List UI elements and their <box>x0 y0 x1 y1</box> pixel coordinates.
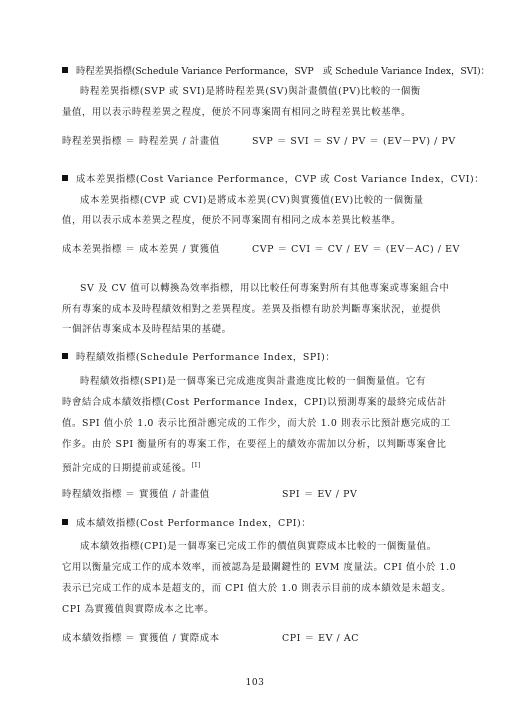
paragraph-line: 成本差異指標(CVP 或 CVI)是將成本差異(CV)與實獲值(EV)比較的一個衡量 <box>80 195 424 206</box>
bullet-square-icon <box>62 175 68 181</box>
bullet-square-icon <box>62 519 68 525</box>
formula-right: CVP ＝ CVI ＝ CV / EV ＝ (EV－AC) / EV <box>252 244 460 255</box>
formula-right: SVP ＝ SVI ＝ SV / PV ＝ (EV－PV) / PV <box>252 136 456 147</box>
heading-text: 成本差異指標(Cost Variance Performance，CVP 或 Cost Variance Index，CVI)： <box>76 174 485 185</box>
footnote-ref[interactable]: [1] <box>191 462 201 469</box>
paragraph-line: 時會結合成本績效指標(Cost Performance Index，CPI)以預測專案的最終完成估計 <box>62 397 447 408</box>
formula-right: CPI ＝ EV / AC <box>282 633 359 644</box>
formula-right: SPI ＝ EV / PV <box>282 489 358 500</box>
heading-text: 成本績效指標(Cost Performance Index，CPI)： <box>76 518 312 529</box>
section-heading-sv <box>62 66 490 78</box>
bullet-square-icon <box>62 67 68 73</box>
heading-text: 時程差異指標(Schedule Variance Performance，SVP 或 Schedule Variance Index，SVI)： <box>76 66 490 77</box>
paragraph-line: 時程績效指標(SPI)是一個專案已完成進度與計畫進度比較的一個衡量值。它有 <box>80 376 426 387</box>
paragraph-line: 一個評估專案成本及時程結果的基礎。 <box>62 324 232 335</box>
formula-left: 時程績效指標 ＝ 實獲值 / 計畫值 <box>62 489 210 500</box>
formula-left: 成本績效指標 ＝ 實獲值 / 實際成本 <box>62 633 220 644</box>
formula-left: 時程差異指標 ＝ 時程差異 / 計畫值 <box>62 136 220 147</box>
paragraph-line: 作多。由於 SPI 衡量所有的專案工作，在要徑上的績效亦需加以分析，以判斷專案會比 <box>62 439 447 450</box>
section-heading-cpi <box>62 518 311 530</box>
paragraph-line: 值。SPI 值小於 1.0 表示比預計應完成的工作少，而大於 1.0 則表示比預計應完成的工 <box>62 418 451 429</box>
heading-text: 時程績效指標(Schedule Performance Index，SPI)： <box>76 352 336 363</box>
paragraph-line: 成本績效指標(CPI)是一個專案已完成工作的價值與實際成本比較的一個衡量值。 <box>80 541 437 552</box>
formula-spi <box>62 489 358 501</box>
paragraph-line: 表示已完成工作的成本是超支的，而 CPI 值大於 1.0 則表示目前的成本績效是未超支。 <box>62 583 452 594</box>
page-number: 103 <box>245 678 265 688</box>
paragraph-line: 時程差異指標(SVP 或 SVI)是將時程差異(SV)與計畫價值(PV)比較的一個衡 <box>80 86 421 97</box>
section-heading-cv <box>62 174 484 186</box>
bullet-square-icon <box>62 353 68 359</box>
paragraph-line: 它用以衡量完成工作的成本效率，而被認為是最關鍵性的 EVM 度量法。CPI 值小於 1.0 <box>62 562 457 573</box>
formula-cv <box>62 244 460 256</box>
formula-left: 成本差異指標 ＝ 成本差異 / 實獲值 <box>62 244 220 255</box>
paragraph-line: 值，用以表示成本差異之程度，便於不同專案間有相同之成本差異比較基準。 <box>62 215 402 226</box>
paragraph-line: 所有專案的成本及時程績效相對之差異程度。差異及指標有助於判斷專案狀況，並提供 <box>62 304 442 315</box>
formula-sv <box>62 136 456 148</box>
paragraph-line: 量值，用以表示時程差異之程度，便於不同專案間有相同之時程差異比較基準。 <box>62 107 412 118</box>
paragraph-line: CPI 為實獲值與實際成本之比率。 <box>62 604 215 615</box>
paragraph-line: SV 及 CV 值可以轉換為效率指標，用以比較任何專案對所有其他專案或專案組合中 <box>80 283 450 294</box>
paragraph-text: 預計完成的日期提前或延後。 <box>62 463 192 474</box>
section-heading-spi <box>62 352 335 364</box>
paragraph-line <box>62 460 200 475</box>
formula-cpi <box>62 633 359 645</box>
